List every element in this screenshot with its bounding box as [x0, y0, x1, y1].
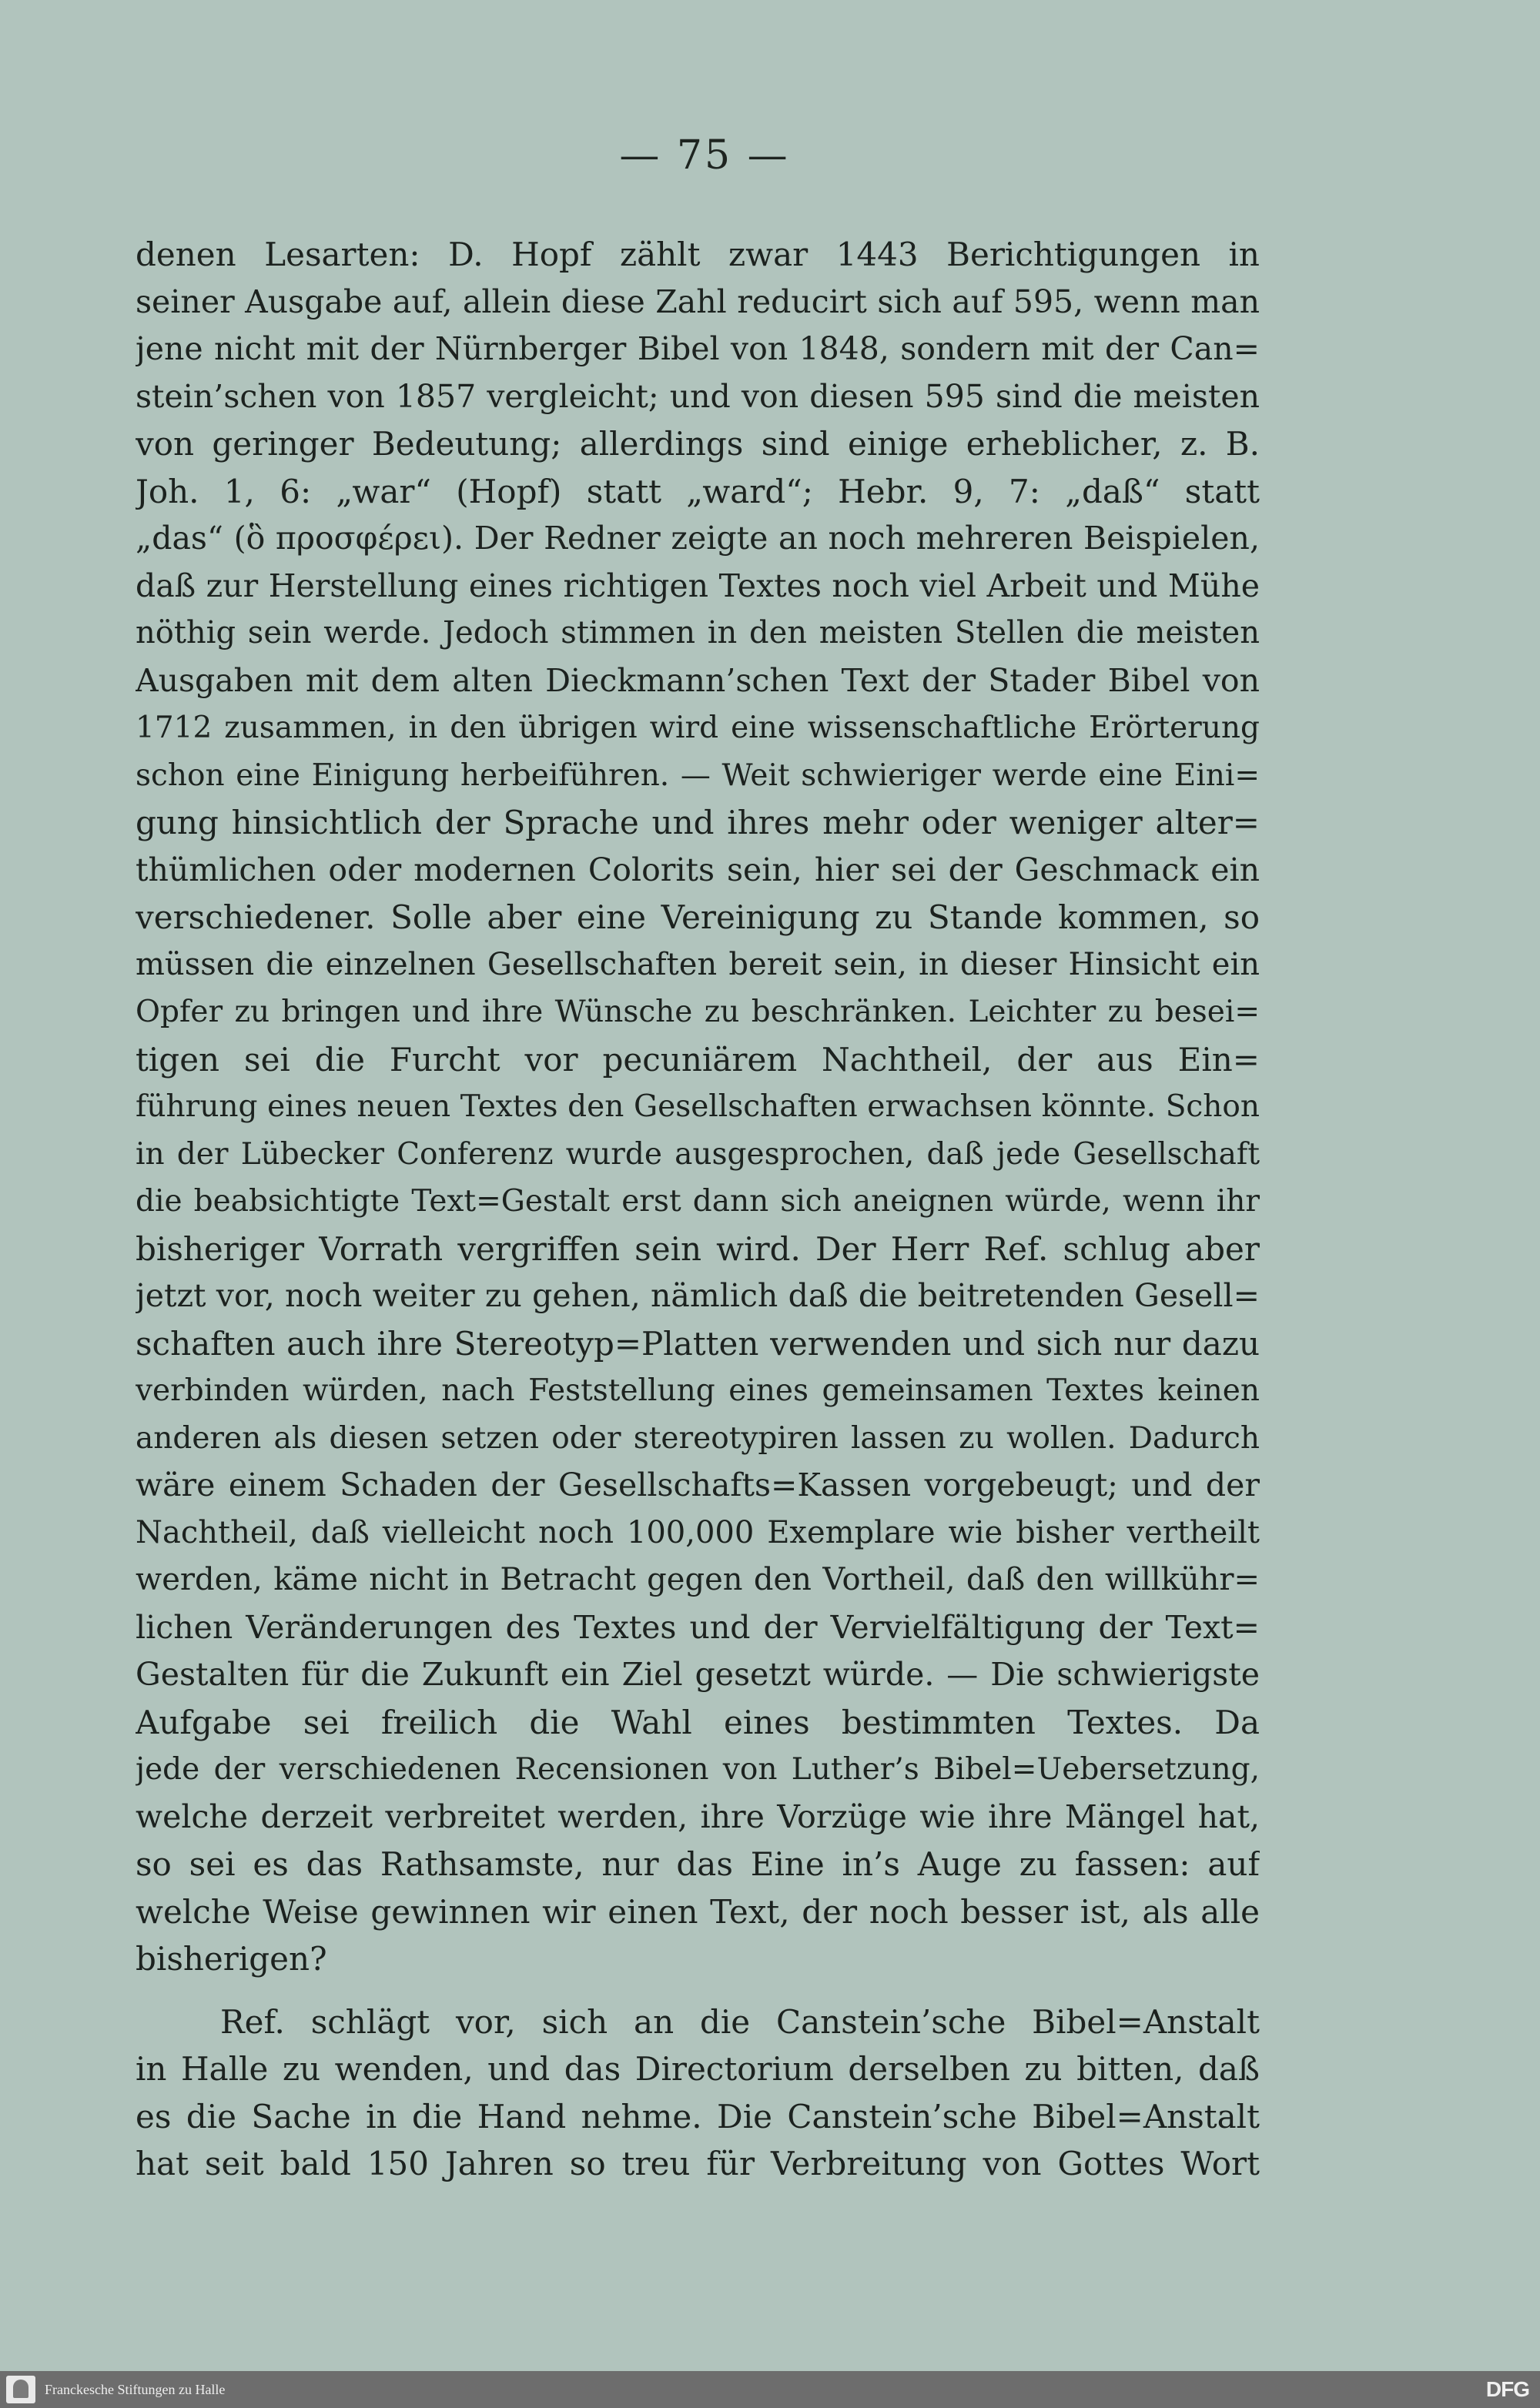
- text-line: schaften auch ihre Stereotyp=Platten verwenden und sich nur dazu: [136, 1324, 1260, 1363]
- text-line: es die Sache in die Hand nehme. Die Canstein’sche Bibel=Anstalt: [136, 2097, 1260, 2135]
- text-line: gung hinsichtlich der Sprache und ihres mehr oder weniger alter=: [136, 804, 1260, 841]
- text-line: daß zur Herstellung eines richtigen Textes noch viel Arbeit und Mühe: [136, 567, 1260, 604]
- dfg-logo: DFG: [1485, 2377, 1529, 2401]
- text-line: thümlichen oder modernen Colorits sein, hier sei der Geschmack ein: [136, 851, 1260, 888]
- text-line: welche derzeit verbreitet werden, ihre Vorzüge wie ihre Mängel hat,: [136, 1798, 1260, 1835]
- text-line: nöthig sein werde. Jedoch stimmen in den meisten Stellen die meisten: [136, 615, 1260, 650]
- text-line: werden, käme nicht in Betracht gegen den Vortheil, daß den willkühr=: [136, 1562, 1260, 1597]
- text-line: bisheriger Vorrath vergriffen sein wird. Der Herr Ref. schlug aber: [136, 1229, 1260, 1268]
- text-line: Aufgabe sei freilich die Wahl eines bestimmten Textes. Da: [136, 1703, 1260, 1741]
- page-number: — 75 —: [619, 132, 790, 179]
- text-line: 1712 zusammen, in den übrigen wird eine wissenschaftliche Erörterung: [136, 711, 1260, 745]
- text-line: jene nicht mit der Nürnberger Bibel von 1848, sondern mit der Can=: [136, 330, 1260, 367]
- text-line: „das“ (ὃ προσφέρει). Der Redner zeigte an noch mehreren Beispielen,: [136, 520, 1260, 557]
- text-line: Ref. schlägt vor, sich an die Canstein’sche Bibel=Anstalt: [220, 2002, 1260, 2041]
- text-line: verbinden würden, nach Feststellung eines gemeinsamen Textes keinen: [136, 1373, 1260, 1408]
- text-line: die beabsichtigte Text=Gestalt erst dann sich aneignen würde, wenn ihr: [136, 1184, 1260, 1219]
- text-line: tigen sei die Furcht vor pecuniärem Nachtheil, der aus Ein=: [136, 1040, 1260, 1079]
- text-line: Joh. 1, 6: „war“ (Hopf) statt „ward“; Hebr. 9, 7: „daß“ statt: [136, 472, 1260, 510]
- text-line: jetzt vor, noch weiter zu gehen, nämlich daß die beitretenden Gesell=: [136, 1277, 1260, 1314]
- text-line: Nachtheil, daß vielleicht noch 100,000 Exemplare wie bisher vertheilt: [136, 1514, 1260, 1550]
- text-line: hat seit bald 150 Jahren so treu für Verbreitung von Gottes Wort: [136, 2145, 1260, 2182]
- text-line: lichen Veränderungen des Textes und der Vervielfältigung der Text=: [136, 1608, 1260, 1646]
- text-line: Gestalten für die Zukunft ein Ziel gesetzt würde. — Die schwierigste: [136, 1656, 1260, 1693]
- text-line: schon eine Einigung herbeiführen. — Weit schwieriger werde eine Eini=: [136, 758, 1260, 793]
- text-line: anderen als diesen setzen oder stereotypiren lassen zu wollen. Dadurch: [136, 1420, 1260, 1456]
- text-line: jede der verschiedenen Recensionen von Luther’s Bibel=Uebersetzung,: [136, 1752, 1260, 1787]
- text-line: welche Weise gewinnen wir einen Text, der noch besser ist, als alle: [136, 1892, 1260, 1931]
- text-line: denen Lesarten: D. Hopf zählt zwar 1443 Berichtigungen in: [136, 236, 1260, 273]
- text-line: stein’schen von 1857 vergleicht; und von diesen 595 sind die meisten: [136, 377, 1260, 415]
- text-line: in der Lübecker Conferenz wurde ausgesprochen, daß jede Gesellschaft: [136, 1136, 1260, 1172]
- text-line: seiner Ausgabe auf, allein diese Zahl reducirt sich auf 595, wenn man: [136, 283, 1260, 320]
- body-text: [136, 231, 1260, 2188]
- text-line: in Halle zu wenden, und das Directorium derselben zu bitten, daß: [136, 2050, 1260, 2088]
- text-line: von geringer Bedeutung; allerdings sind einige erheblicher, z. B.: [136, 425, 1260, 463]
- text-line: verschiedener. Solle aber eine Vereinigung zu Stande kommen, so: [136, 898, 1260, 936]
- text-line: Ausgaben mit dem alten Dieckmann’schen Text der Stader Bibel von: [136, 661, 1260, 699]
- text-line: führung eines neuen Textes den Gesellschaften erwachsen könnte. Schon: [136, 1089, 1260, 1124]
- text-line: müssen die einzelnen Gesellschaften bereit sein, in dieser Hinsicht ein: [136, 946, 1260, 982]
- text-line: so sei es das Rathsamste, nur das Eine in’s Auge zu fassen: auf: [136, 1845, 1260, 1883]
- viewer-footer: [0, 2371, 1540, 2408]
- text-line: bisherigen?: [136, 1940, 327, 1978]
- institution-name: Franckesche Stiftungen zu Halle: [45, 2382, 226, 2397]
- institution-logo-icon: [6, 2376, 35, 2403]
- text-line: wäre einem Schaden der Gesellschafts=Kassen vorgebeugt; und der: [136, 1467, 1260, 1503]
- text-line: Opfer zu bringen und ihre Wünsche zu beschränken. Leichter zu besei=: [136, 995, 1260, 1029]
- paragraph-gap: [136, 1983, 1260, 1998]
